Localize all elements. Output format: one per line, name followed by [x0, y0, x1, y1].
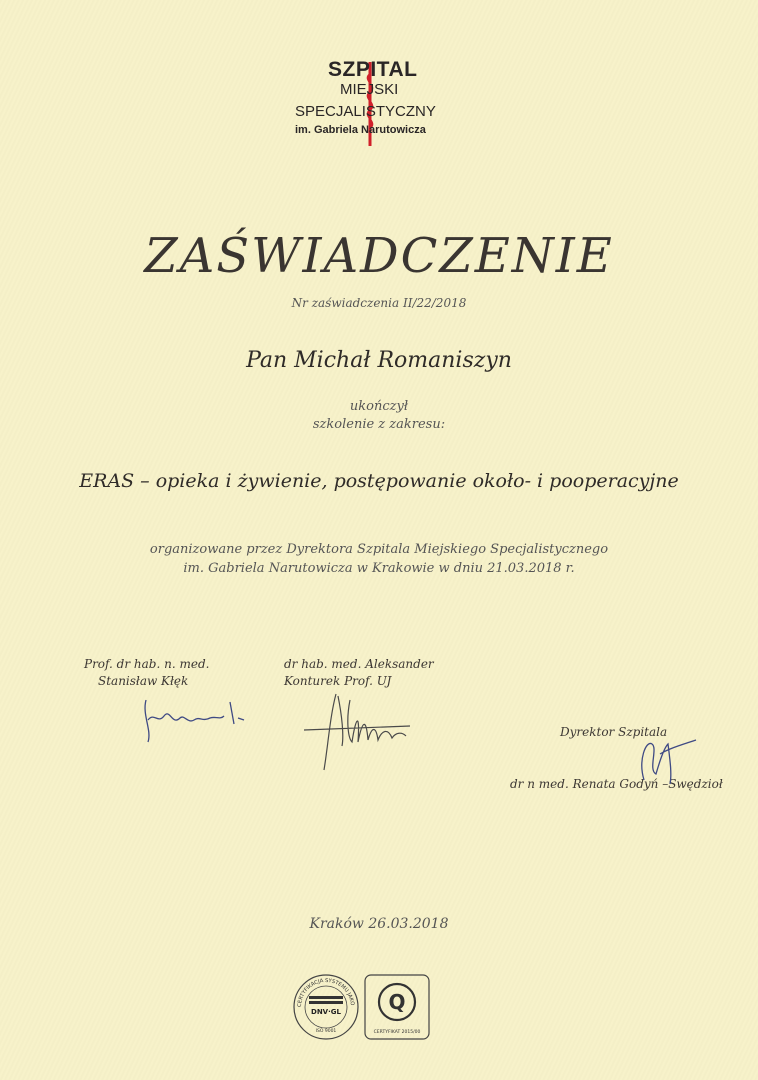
- certificate-title: ZAŚWIADCZENIE: [144, 228, 614, 284]
- dnv-label: DNV·GL: [311, 1008, 341, 1016]
- hospital-logo: [270, 58, 470, 148]
- signatory-2: [284, 656, 454, 690]
- logo-line-1: SZPITAL: [328, 58, 418, 81]
- signatory-2-title: dr hab. med. Aleksander: [284, 657, 434, 671]
- signatory-2-name: Konturek Prof. UJ: [284, 674, 392, 688]
- place-date: Kraków 26.03.2018: [309, 916, 449, 932]
- signatory-3-title: Dyrektor Szpitala: [560, 725, 668, 739]
- completed-text: [0, 398, 758, 434]
- signature-3: [630, 730, 710, 790]
- q-letter: Q: [388, 990, 406, 1014]
- completed-line-2: szkolenie z zakresu:: [312, 417, 446, 432]
- signatory-1-name: Stanisław Kłęk: [98, 674, 189, 688]
- logo-line-3: SPECJALISTYCZNY: [295, 103, 436, 120]
- organizer-line-2: im. Gabriela Narutowicza w Krakowie w dniu 21.03.2018 r.: [183, 561, 575, 576]
- course-title: ERAS – opieka i żywienie, postępowanie około- i pooperacyjne: [79, 470, 679, 492]
- q-caption: CERTYFIKAT 2015/00: [373, 1030, 421, 1035]
- certificate-number: Nr zaświadczenia II/22/2018: [291, 296, 467, 310]
- completed-line-1: ukończył: [349, 399, 409, 414]
- signature-2: [300, 686, 420, 776]
- signatory-3-name: dr n med. Renata Godyń –Swędzioł: [510, 777, 723, 791]
- organizer-text: [0, 540, 758, 578]
- signatory-1-title: Prof. dr hab. n. med.: [84, 657, 210, 671]
- q-certification-badge: [364, 974, 430, 1040]
- dnv-iso: ISO 9001: [315, 1029, 337, 1034]
- recipient-name: Pan Michał Romaniszyn: [246, 348, 512, 373]
- logo-line-4: im. Gabriela Narutowicza: [295, 124, 426, 136]
- logo-line-2: MIEJSKI: [340, 81, 399, 98]
- signatory-1: [84, 656, 244, 690]
- signature-1: [140, 690, 250, 750]
- dnv-ring-text: CERTYFIKACJA SYSTEMU JAKO: [296, 977, 356, 1008]
- dnv-certification-badge: [291, 972, 361, 1042]
- organizer-line-1: organizowane przez Dyrektora Szpitala Miejskiego Specjalistycznego: [149, 542, 609, 557]
